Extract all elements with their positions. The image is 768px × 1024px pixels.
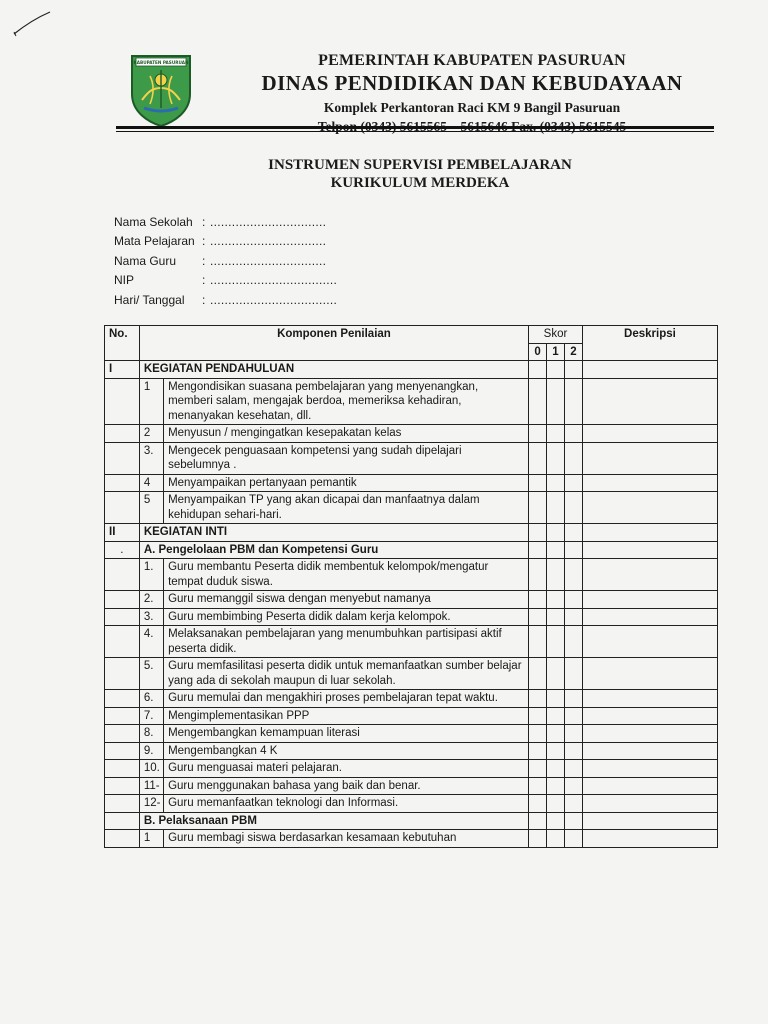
- score-0-cell[interactable]: [529, 541, 547, 559]
- item-number: 11-: [139, 777, 163, 795]
- table-row: [105, 777, 718, 795]
- table-header-row: [105, 326, 718, 344]
- item-number: 5: [139, 492, 163, 524]
- header-komponen: Komponen Penilaian: [139, 326, 528, 361]
- item-number: 10.: [139, 760, 163, 778]
- table-row: [105, 474, 718, 492]
- identity-row-subject: [114, 232, 337, 252]
- score-2-cell[interactable]: [564, 830, 582, 848]
- score-0-cell[interactable]: [529, 760, 547, 778]
- pasuruan-crest-logo-icon: [128, 48, 194, 128]
- item-number: 2: [139, 425, 163, 443]
- score-0-cell[interactable]: [529, 378, 547, 425]
- table-row: [105, 658, 718, 690]
- section-row: [105, 524, 718, 542]
- table-row: [105, 378, 718, 425]
- identity-colon: :: [202, 292, 206, 307]
- row-spacer: [105, 742, 140, 760]
- score-2-cell[interactable]: [564, 474, 582, 492]
- table-row: [105, 795, 718, 813]
- table-row: [105, 492, 718, 524]
- identity-label: Mata Pelajaran: [114, 234, 195, 249]
- item-text: Mengembangkan 4 K: [164, 742, 529, 760]
- score-1-cell[interactable]: [547, 830, 565, 848]
- identity-blank-field[interactable]: ...................................: [210, 292, 338, 307]
- deskripsi-cell[interactable]: [582, 742, 717, 760]
- score-0-cell[interactable]: [529, 795, 547, 813]
- subsection-mark: [105, 812, 140, 830]
- letterhead: [120, 40, 720, 130]
- score-1-cell[interactable]: [547, 725, 565, 743]
- table-row: [105, 707, 718, 725]
- deskripsi-cell[interactable]: [582, 361, 717, 379]
- score-1-cell[interactable]: [547, 524, 565, 542]
- deskripsi-cell[interactable]: [582, 760, 717, 778]
- item-number: 1.: [139, 559, 163, 591]
- score-0-cell[interactable]: [529, 524, 547, 542]
- score-1-cell[interactable]: [547, 378, 565, 425]
- score-0-cell[interactable]: [529, 474, 547, 492]
- score-0-cell[interactable]: [529, 830, 547, 848]
- row-spacer: [105, 658, 140, 690]
- score-0-cell[interactable]: [529, 559, 547, 591]
- row-spacer: [105, 626, 140, 658]
- item-number: 1: [139, 378, 163, 425]
- row-spacer: [105, 830, 140, 848]
- section-row: [105, 361, 718, 379]
- deskripsi-cell[interactable]: [582, 474, 717, 492]
- row-spacer: [105, 425, 140, 443]
- row-spacer: [105, 378, 140, 425]
- item-text: Guru menggunakan bahasa yang baik dan benar.: [164, 777, 529, 795]
- score-2-cell[interactable]: [564, 707, 582, 725]
- assessment-table-body: [105, 361, 718, 848]
- item-text: Menyampaikan TP yang akan dicapai dan manfaatnya dalam kehidupan sehari-hari.: [164, 492, 529, 524]
- deskripsi-cell[interactable]: [582, 608, 717, 626]
- deskripsi-cell[interactable]: [582, 541, 717, 559]
- svg-text:KABUPATEN PASURUAN: KABUPATEN PASURUAN: [133, 60, 189, 65]
- score-0-cell[interactable]: [529, 425, 547, 443]
- score-0-cell[interactable]: [529, 658, 547, 690]
- deskripsi-cell[interactable]: [582, 378, 717, 425]
- score-2-cell[interactable]: [564, 608, 582, 626]
- header-score-1: 1: [547, 343, 565, 361]
- item-number: 3.: [139, 442, 163, 474]
- score-1-cell[interactable]: [547, 474, 565, 492]
- identity-colon: :: [202, 253, 206, 268]
- score-1-cell[interactable]: [547, 812, 565, 830]
- item-number: 2.: [139, 591, 163, 609]
- deskripsi-cell[interactable]: [582, 425, 717, 443]
- deskripsi-cell[interactable]: [582, 591, 717, 609]
- score-0-cell[interactable]: [529, 690, 547, 708]
- score-2-cell[interactable]: [564, 795, 582, 813]
- deskripsi-cell[interactable]: [582, 812, 717, 830]
- item-text: Mengembangkan kemampuan literasi: [164, 725, 529, 743]
- item-number: 12-: [139, 795, 163, 813]
- identity-label: NIP: [114, 273, 135, 288]
- table-row: [105, 760, 718, 778]
- score-0-cell[interactable]: [529, 777, 547, 795]
- identity-colon: :: [202, 273, 206, 288]
- table-row: [105, 626, 718, 658]
- row-spacer: [105, 492, 140, 524]
- pen-stroke-mark: [12, 10, 52, 38]
- table-row: [105, 591, 718, 609]
- section-number: I: [105, 361, 140, 379]
- score-2-cell[interactable]: [564, 492, 582, 524]
- deskripsi-cell[interactable]: [582, 559, 717, 591]
- identity-fields: [114, 212, 337, 310]
- row-spacer: [105, 707, 140, 725]
- row-spacer: [105, 795, 140, 813]
- identity-label: Nama Sekolah: [114, 214, 193, 229]
- deskripsi-cell[interactable]: [582, 626, 717, 658]
- identity-colon: :: [202, 234, 206, 249]
- score-1-cell[interactable]: [547, 559, 565, 591]
- row-spacer: [105, 591, 140, 609]
- deskripsi-cell[interactable]: [582, 795, 717, 813]
- document-title-line2: KURIKULUM MERDEKA: [330, 175, 510, 191]
- item-text: Mengondisikan suasana pembelajaran yang menyenangkan, memberi salam, mengajak berdoa, memeriksa kehadiran, menanyakan kesehatan, dll.: [164, 378, 529, 425]
- item-number: 5.: [139, 658, 163, 690]
- subsection-mark: .: [105, 541, 140, 559]
- identity-blank-field[interactable]: ................................: [210, 214, 327, 229]
- identity-label: Nama Guru: [114, 253, 177, 268]
- item-text: Guru membagi siswa berdasarkan kesamaan kebutuhan: [164, 830, 529, 848]
- score-1-cell[interactable]: [547, 591, 565, 609]
- item-number: 4.: [139, 626, 163, 658]
- score-2-cell[interactable]: [564, 742, 582, 760]
- deskripsi-cell[interactable]: [582, 442, 717, 474]
- score-1-cell[interactable]: [547, 361, 565, 379]
- score-2-cell[interactable]: [564, 442, 582, 474]
- score-2-cell[interactable]: [564, 591, 582, 609]
- deskripsi-cell[interactable]: [582, 707, 717, 725]
- item-text: Guru membimbing Peserta didik dalam kerja kelompok.: [164, 608, 529, 626]
- row-spacer: [105, 690, 140, 708]
- score-1-cell[interactable]: [547, 760, 565, 778]
- score-2-cell[interactable]: [564, 725, 582, 743]
- section-number: II: [105, 524, 140, 542]
- item-number: 8.: [139, 725, 163, 743]
- item-number: 4: [139, 474, 163, 492]
- section-title: KEGIATAN INTI: [139, 524, 528, 542]
- letterhead-divider-thick: [116, 126, 714, 129]
- score-0-cell[interactable]: [529, 626, 547, 658]
- letterhead-department-line: DINAS PENDIDIKAN DAN KEBUDAYAAN: [261, 71, 683, 95]
- identity-label: Hari/ Tanggal: [114, 292, 185, 307]
- score-0-cell[interactable]: [529, 361, 547, 379]
- item-text: Guru memulai dan mengakhiri proses pembelajaran tepat waktu.: [164, 690, 529, 708]
- deskripsi-cell[interactable]: [582, 492, 717, 524]
- score-0-cell[interactable]: [529, 591, 547, 609]
- identity-colon: :: [202, 214, 206, 229]
- score-2-cell[interactable]: [564, 626, 582, 658]
- score-1-cell[interactable]: [547, 707, 565, 725]
- assessment-table: [104, 325, 718, 848]
- score-2-cell[interactable]: [564, 378, 582, 425]
- table-row: [105, 425, 718, 443]
- score-0-cell[interactable]: [529, 442, 547, 474]
- identity-blank-field[interactable]: ................................: [210, 253, 327, 268]
- score-1-cell[interactable]: [547, 795, 565, 813]
- score-2-cell[interactable]: [564, 658, 582, 690]
- score-2-cell[interactable]: [564, 690, 582, 708]
- subsection-row: [105, 812, 718, 830]
- deskripsi-cell[interactable]: [582, 725, 717, 743]
- document-title-line1: INSTRUMEN SUPERVISI PEMBELAJARAN: [268, 157, 572, 173]
- row-spacer: [105, 608, 140, 626]
- score-2-cell[interactable]: [564, 812, 582, 830]
- header-score-0: 0: [529, 343, 547, 361]
- score-1-cell[interactable]: [547, 442, 565, 474]
- item-text: Guru memfasilitasi peserta didik untuk memanfaatkan sumber belajar yang ada di sekolah maupun di luar sekolah.: [164, 658, 529, 690]
- deskripsi-cell[interactable]: [582, 830, 717, 848]
- table-row: [105, 608, 718, 626]
- row-spacer: [105, 760, 140, 778]
- deskripsi-cell[interactable]: [582, 524, 717, 542]
- score-1-cell[interactable]: [547, 608, 565, 626]
- score-1-cell[interactable]: [547, 425, 565, 443]
- item-number: 7.: [139, 707, 163, 725]
- deskripsi-cell[interactable]: [582, 777, 717, 795]
- row-spacer: [105, 725, 140, 743]
- header-skor: Skor: [529, 326, 583, 344]
- subsection-title: A. Pengelolaan PBM dan Kompetensi Guru: [139, 541, 528, 559]
- subsection-title: B. Pelaksanaan PBM: [139, 812, 528, 830]
- table-row: [105, 742, 718, 760]
- row-spacer: [105, 442, 140, 474]
- item-text: Guru menguasai materi pelajaran.: [164, 760, 529, 778]
- header-deskripsi: Deskripsi: [582, 326, 717, 361]
- score-0-cell[interactable]: [529, 608, 547, 626]
- item-text: Guru memanggil siswa dengan menyebut namanya: [164, 591, 529, 609]
- item-text: Menyusun / mengingatkan kesepakatan kelas: [164, 425, 529, 443]
- item-text: Melaksanakan pembelajaran yang menumbuhkan partisipasi aktif peserta didik.: [164, 626, 529, 658]
- header-no: No.: [105, 326, 140, 361]
- item-text: Guru memanfaatkan teknologi dan Informasi.: [164, 795, 529, 813]
- score-1-cell[interactable]: [547, 492, 565, 524]
- score-1-cell[interactable]: [547, 658, 565, 690]
- score-2-cell[interactable]: [564, 541, 582, 559]
- score-0-cell[interactable]: [529, 707, 547, 725]
- item-text: Mengecek penguasaan kompetensi yang sudah dipelajari sebelumnya .: [164, 442, 529, 474]
- table-row: [105, 830, 718, 848]
- score-0-cell[interactable]: [529, 742, 547, 760]
- score-2-cell[interactable]: [564, 760, 582, 778]
- letterhead-government-line: PEMERINTAH KABUPATEN PASURUAN: [318, 52, 626, 69]
- item-number: 6.: [139, 690, 163, 708]
- identity-row-date: [114, 290, 337, 310]
- score-2-cell[interactable]: [564, 524, 582, 542]
- score-2-cell[interactable]: [564, 777, 582, 795]
- deskripsi-cell[interactable]: [582, 690, 717, 708]
- score-0-cell[interactable]: [529, 725, 547, 743]
- score-2-cell[interactable]: [564, 361, 582, 379]
- score-1-cell[interactable]: [547, 742, 565, 760]
- score-1-cell[interactable]: [547, 690, 565, 708]
- item-number: 9.: [139, 742, 163, 760]
- score-1-cell[interactable]: [547, 541, 565, 559]
- score-0-cell[interactable]: [529, 492, 547, 524]
- table-row: [105, 442, 718, 474]
- score-2-cell[interactable]: [564, 425, 582, 443]
- letterhead-divider-thin: [116, 131, 714, 132]
- item-text: Guru membantu Peserta didik membentuk kelompok/mengatur tempat duduk siswa.: [164, 559, 529, 591]
- item-number: 3.: [139, 608, 163, 626]
- subsection-row: [105, 541, 718, 559]
- identity-row-nip: [114, 271, 337, 291]
- score-0-cell[interactable]: [529, 812, 547, 830]
- table-row: [105, 690, 718, 708]
- score-1-cell[interactable]: [547, 777, 565, 795]
- identity-row-teacher: [114, 251, 337, 271]
- score-1-cell[interactable]: [547, 626, 565, 658]
- letterhead-address-line: Komplek Perkantoran Raci KM 9 Bangil Pasuruan: [323, 100, 621, 115]
- row-spacer: [105, 777, 140, 795]
- item-text: Menyampaikan pertanyaan pemantik: [164, 474, 529, 492]
- row-spacer: [105, 559, 140, 591]
- identity-blank-field[interactable]: ................................: [210, 234, 327, 249]
- item-text: Mengimplementasikan PPP: [164, 707, 529, 725]
- table-row: [105, 559, 718, 591]
- score-2-cell[interactable]: [564, 559, 582, 591]
- identity-row-school: [114, 212, 337, 232]
- table-row: [105, 725, 718, 743]
- header-score-2: 2: [564, 343, 582, 361]
- row-spacer: [105, 474, 140, 492]
- section-title: KEGIATAN PENDAHULUAN: [139, 361, 528, 379]
- deskripsi-cell[interactable]: [582, 658, 717, 690]
- identity-blank-field[interactable]: ...................................: [210, 273, 338, 288]
- item-number: 1: [139, 830, 163, 848]
- document-title: [160, 156, 680, 192]
